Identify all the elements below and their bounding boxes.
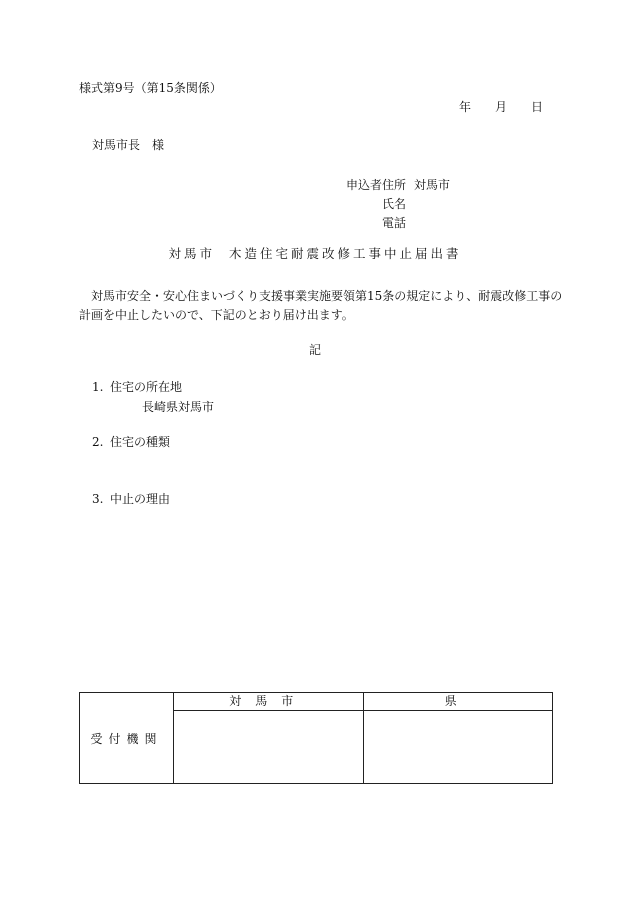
- body-text-line-1: 対馬市安全・安心住まいづくり支援事業実施要領第15条の規定により、耐震改修工事の: [91, 289, 563, 303]
- item-value: 長崎県対馬市: [142, 400, 215, 414]
- item-label: 中止の理由: [110, 492, 171, 506]
- applicant-address-value: 対馬市: [414, 178, 451, 192]
- ki-heading: 記: [308, 343, 321, 357]
- body-text-line-2: 計画を中止したいので、下記のとおり届け出ます。: [79, 308, 354, 322]
- addressee: 対馬市長 様: [92, 138, 165, 152]
- applicant-name-label: 氏名: [381, 197, 406, 211]
- document-title-city: 対馬市: [168, 246, 215, 261]
- item-number: 1.: [92, 380, 104, 394]
- item-label: 住宅の種類: [110, 435, 171, 449]
- reception-header-prefecture: 県: [363, 693, 553, 711]
- list-item: [92, 435, 170, 449]
- body-text: [79, 287, 563, 325]
- list-item: [92, 492, 170, 506]
- form-number: 様式第9号（第15条関係）: [79, 81, 222, 95]
- applicant-block: [340, 176, 450, 233]
- item-number: 3.: [92, 492, 104, 506]
- applicant-phone-row: [340, 214, 450, 233]
- reception-label-cell: 受付機関: [80, 693, 174, 784]
- reception-header-city: 対馬市: [174, 693, 364, 711]
- applicant-address-row: [340, 176, 450, 195]
- date-day-label: 日: [531, 100, 544, 114]
- applicant-name-row: [340, 195, 450, 214]
- date-line: [459, 100, 543, 114]
- reception-cell-prefecture: [363, 711, 553, 784]
- item-label: 住宅の所在地: [110, 380, 183, 394]
- document-title: [0, 247, 630, 261]
- date-year-label: 年: [459, 100, 472, 114]
- item-number: 2.: [92, 435, 104, 449]
- reception-table: [79, 692, 553, 784]
- applicant-phone-label: 電話: [381, 216, 406, 230]
- applicant-address-label: 申込者住所: [345, 178, 406, 192]
- date-month-label: 月: [495, 100, 508, 114]
- reception-cell-city: [174, 711, 364, 784]
- list-item: [92, 380, 182, 394]
- document-title-main: 木造住宅耐震改修工事中止届出書: [229, 246, 462, 261]
